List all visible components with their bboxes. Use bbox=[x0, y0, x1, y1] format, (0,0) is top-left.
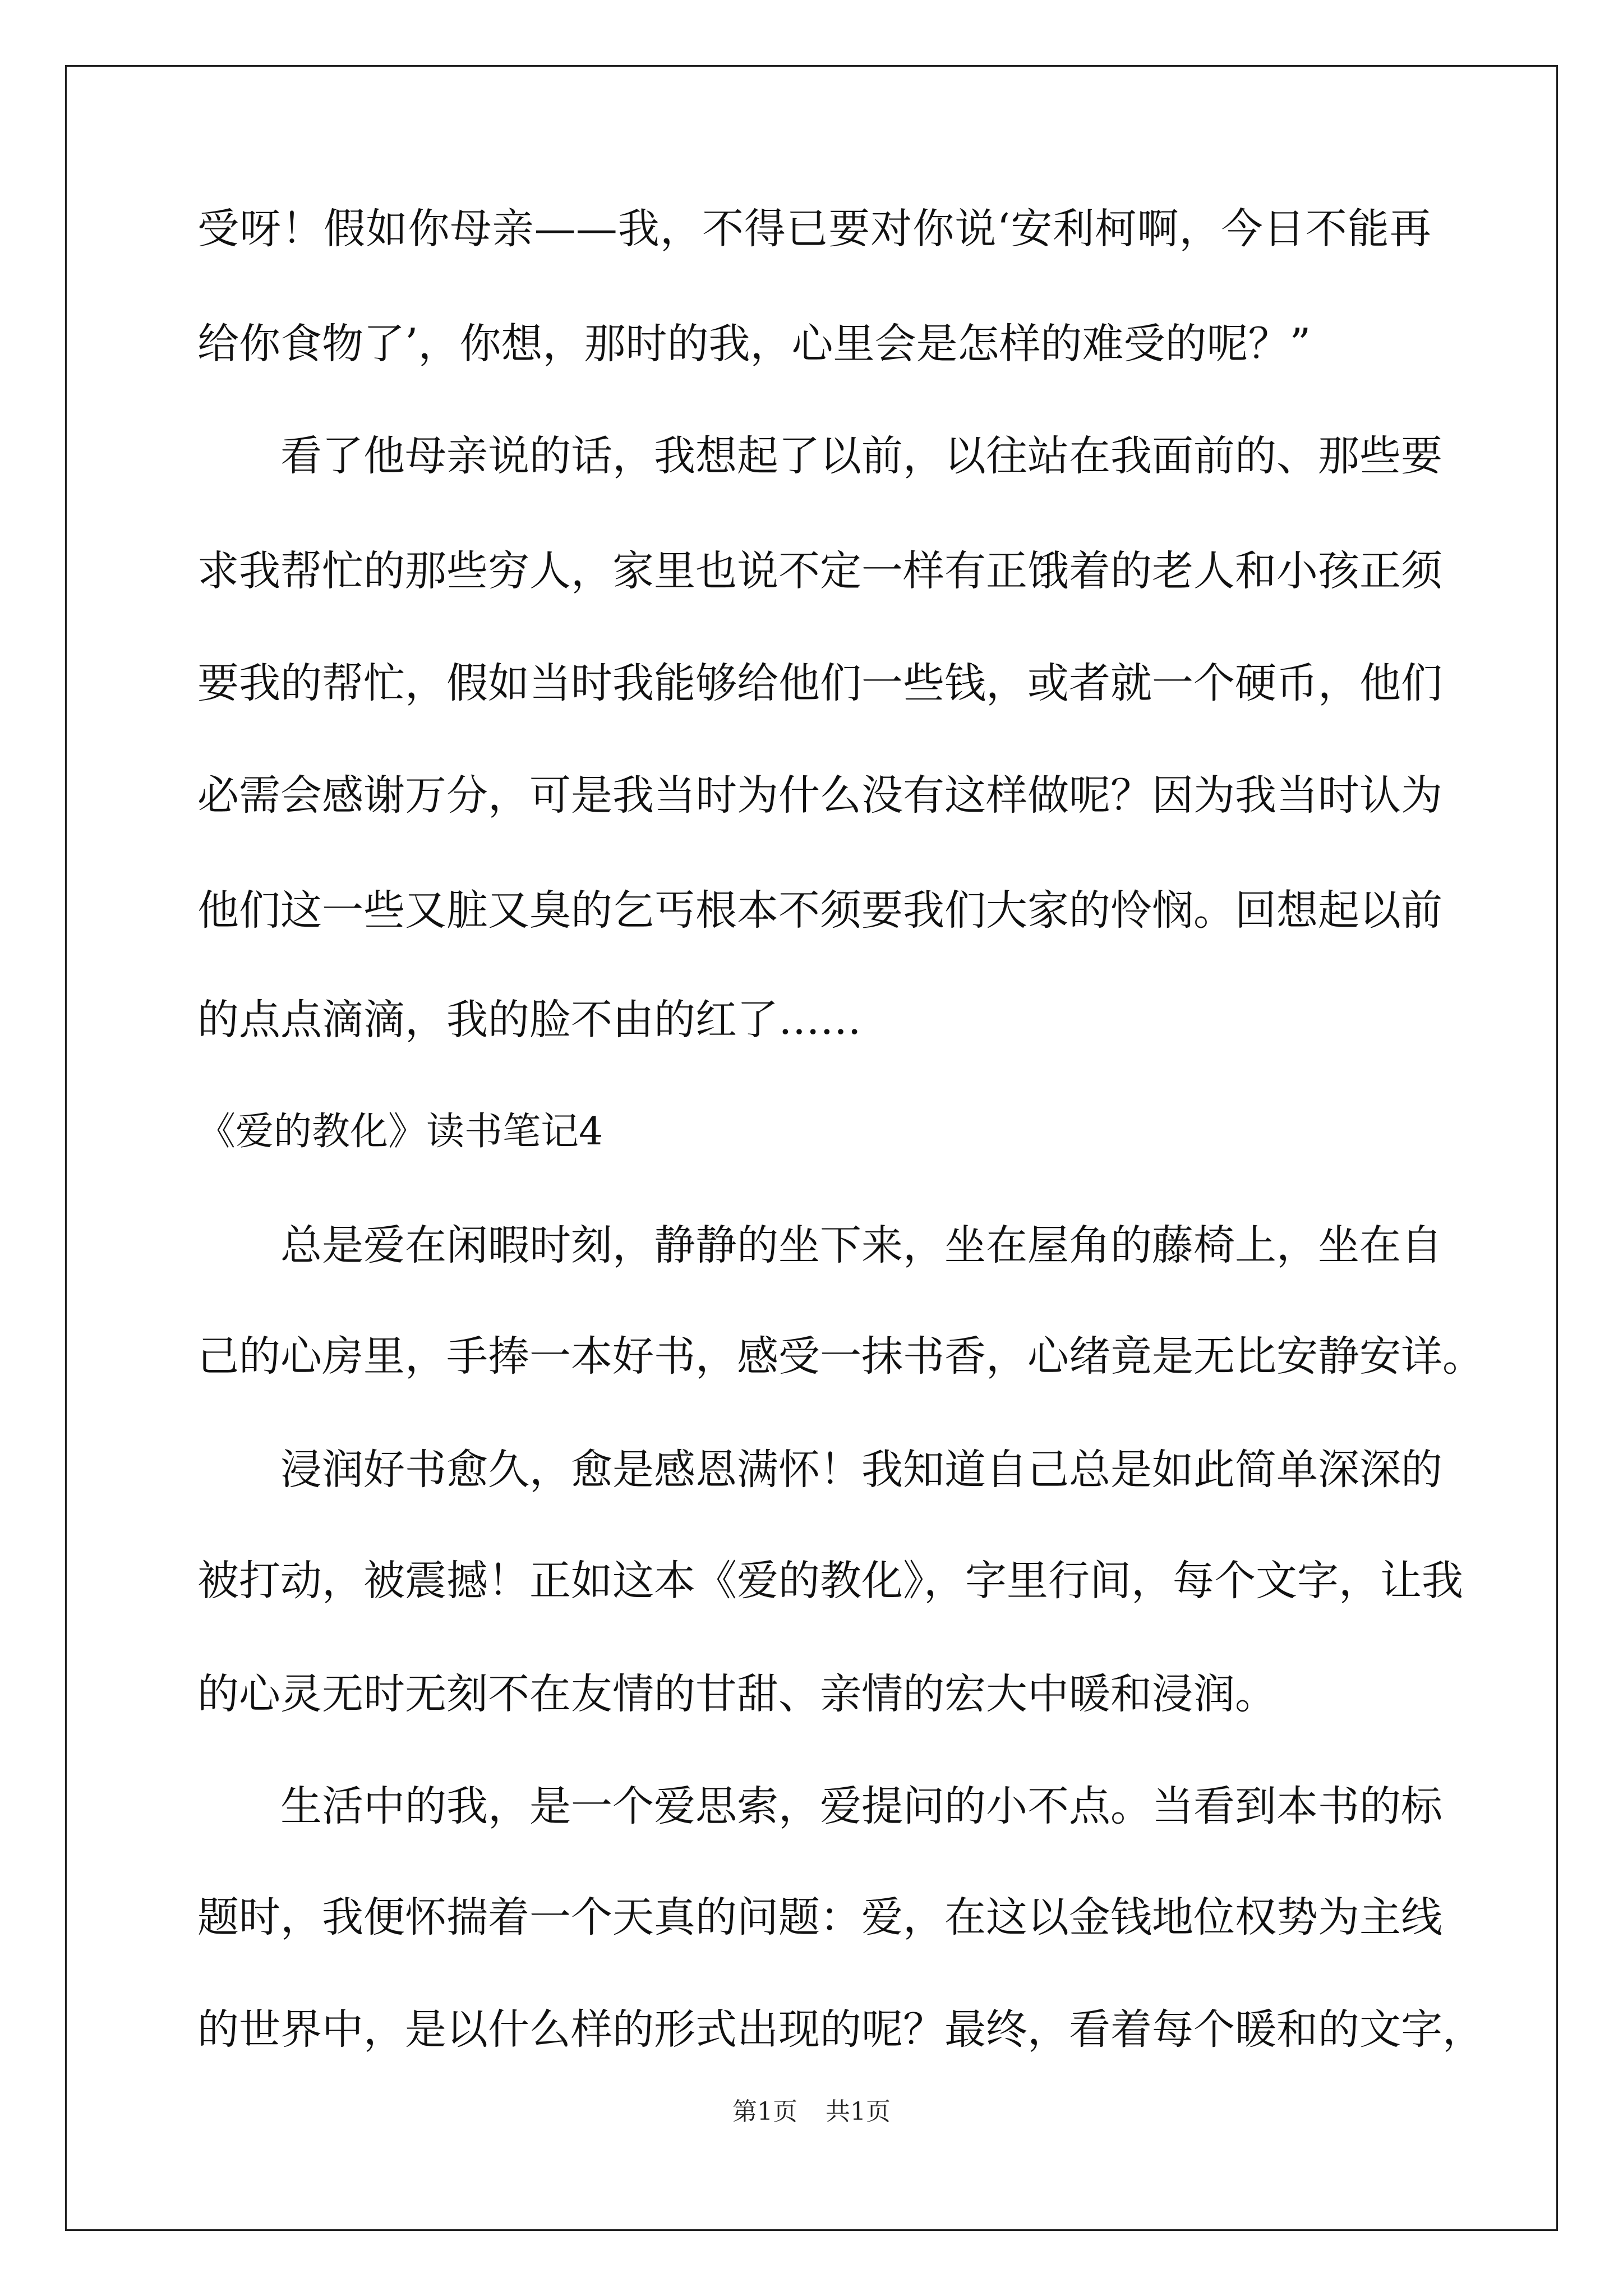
text-line: 的点点滴滴，我的脸不由的红了…… bbox=[197, 996, 861, 1044]
text-line: 看了他母亲说的话，我想起了以前，以往站在我面前的、那些要 bbox=[280, 432, 1442, 480]
page-footer bbox=[0, 2095, 1623, 2129]
text-line: 求我帮忙的那些穷人，家里也说不定一样有正饿着的老人和小孩正须 bbox=[197, 547, 1442, 595]
text-line: 受呀！假如你母亲——我，不得已要对你说‘安利柯啊，今日不能再 bbox=[197, 205, 1431, 253]
text-line: 被打动，被震撼！正如这本《爱的教化》，字里行间，每个文字，让我 bbox=[197, 1557, 1463, 1605]
text-line: 生活中的我，是一个爱思索，爱提问的小不点。当看到本书的标 bbox=[280, 1782, 1442, 1830]
text-line: 浸润好书愈久，愈是感恩满怀！我知道自己总是如此简单深深的 bbox=[280, 1446, 1442, 1494]
text-line: 题时，我便怀揣着一个天真的问题：爱，在这以金钱地位权势为主线 bbox=[197, 1893, 1442, 1941]
section-heading: 《爱的教化》读书笔记4 bbox=[197, 1110, 603, 1154]
page-number-current: 第1页 bbox=[732, 2097, 797, 2126]
text-line: 要我的帮忙，假如当时我能够给他们一些钱，或者就一个硬币，他们 bbox=[197, 659, 1442, 707]
text-line: 总是爱在闲暇时刻，静静的坐下来，坐在屋角的藤椅上，坐在自 bbox=[280, 1221, 1442, 1269]
text-line: 给你食物了’，你想，那时的我，心里会是怎样的难受的呢？” bbox=[197, 320, 1311, 368]
text-line: 的世界中，是以什么样的形式出现的呢？最终，看着每个暖和的文字， bbox=[197, 2005, 1484, 2054]
text-line: 的心灵无时无刻不在友情的甘甜、亲情的宏大中暖和浸润。 bbox=[197, 1670, 1276, 1718]
text-line: 必需会感谢万分，可是我当时为什么没有这样做呢？因为我当时认为 bbox=[197, 771, 1442, 820]
text-line: 他们这一些又脏又臭的乞丐根本不须要我们大家的怜悯。回想起以前 bbox=[197, 886, 1442, 935]
text-line: 己的心房里，手捧一本好书，感受一抹书香，心绪竟是无比安静安详。 bbox=[197, 1332, 1484, 1381]
page-number-total: 共1页 bbox=[826, 2097, 891, 2126]
